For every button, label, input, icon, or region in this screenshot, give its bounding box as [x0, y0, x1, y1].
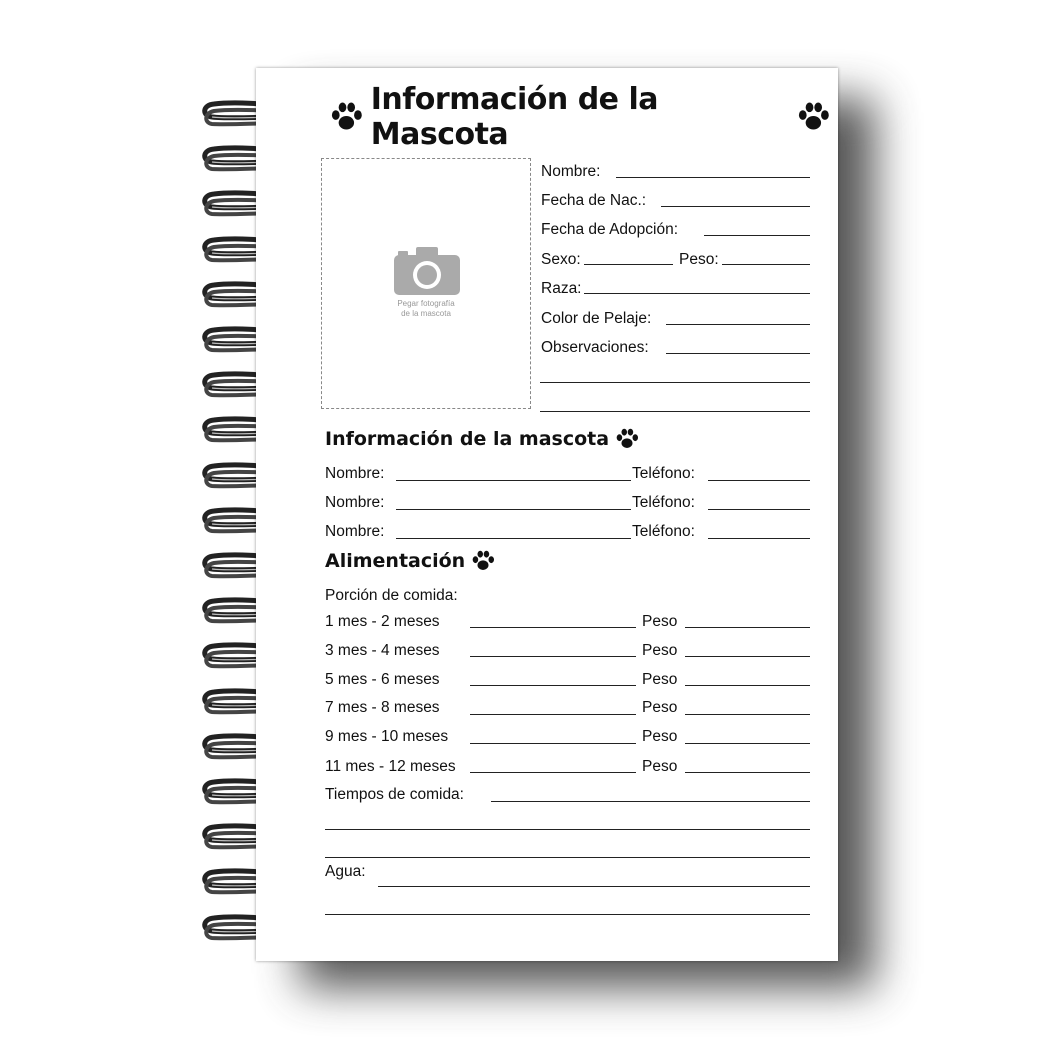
contact-phone-field[interactable]: [708, 509, 810, 510]
weight-label: Peso: [642, 613, 678, 630]
sexo-label: Sexo:: [541, 251, 581, 268]
contact-phone-field[interactable]: [708, 538, 810, 539]
weight-label: Peso: [642, 758, 678, 775]
observaciones-line-3[interactable]: [540, 411, 810, 412]
observaciones-line-2[interactable]: [540, 382, 810, 383]
age-label: 7 mes - 8 meses: [325, 699, 440, 716]
sexo-field[interactable]: [584, 264, 673, 265]
color-pelaje-label: Color de Pelaje:: [541, 310, 652, 327]
meal-times-field[interactable]: [491, 801, 810, 802]
weight-field[interactable]: [685, 714, 810, 715]
weight-label: Peso: [642, 671, 678, 688]
color-pelaje-field[interactable]: [666, 324, 810, 325]
raza-field[interactable]: [584, 293, 810, 294]
contact-name-label: Nombre:: [325, 494, 385, 511]
weight-label: Peso: [642, 699, 678, 716]
peso-label: Peso:: [679, 251, 719, 268]
page-title: [330, 82, 830, 152]
raza-label: Raza:: [541, 280, 582, 297]
contact-name-label: Nombre:: [325, 465, 385, 482]
feeding-section-title: [325, 550, 495, 572]
peso-field[interactable]: [722, 264, 810, 265]
contact-phone-field[interactable]: [708, 480, 810, 481]
portion-field[interactable]: [470, 685, 636, 686]
water-field[interactable]: [378, 886, 810, 887]
photo-placeholder[interactable]: [321, 158, 531, 409]
paw-icon: [330, 101, 363, 133]
water-label: Agua:: [325, 863, 366, 880]
contact-phone-label: Teléfono:: [632, 494, 695, 511]
contact-name-field[interactable]: [396, 538, 631, 539]
water-line-2[interactable]: [325, 914, 810, 915]
weight-field[interactable]: [685, 627, 810, 628]
portion-field[interactable]: [470, 656, 636, 657]
portion-label: Porción de comida:: [325, 587, 458, 604]
observaciones-label: Observaciones:: [541, 339, 649, 356]
photo-caption-2: de la mascota: [401, 309, 451, 318]
feeding-title-text: Alimentación: [325, 550, 466, 572]
weight-field[interactable]: [685, 685, 810, 686]
portion-field[interactable]: [470, 772, 636, 773]
fecha-adopcion-field[interactable]: [704, 235, 810, 236]
camera-icon: [394, 247, 460, 295]
fecha-nac-label: Fecha de Nac.:: [541, 192, 647, 209]
portion-field[interactable]: [470, 627, 636, 628]
age-label: 11 mes - 12 meses: [325, 758, 456, 775]
paw-icon: [615, 428, 639, 450]
paw-icon: [471, 550, 495, 572]
age-label: 9 mes - 10 meses: [325, 728, 449, 745]
observaciones-field[interactable]: [666, 353, 810, 354]
weight-field[interactable]: [685, 772, 810, 773]
meal-times-label: Tiempos de comida:: [325, 786, 464, 803]
nombre-field[interactable]: [616, 177, 810, 178]
photo-caption-1: Pegar fotografía: [397, 299, 455, 308]
paw-icon: [797, 101, 830, 133]
age-label: 3 mes - 4 meses: [325, 642, 440, 659]
title-text: Información de la Mascota: [370, 82, 658, 152]
contact-name-field[interactable]: [396, 480, 631, 481]
weight-label: Peso: [642, 728, 678, 745]
portion-field[interactable]: [470, 743, 636, 744]
contacts-title-text: Información de la mascota: [325, 428, 610, 450]
meal-times-line-3[interactable]: [325, 857, 810, 858]
portion-field[interactable]: [470, 714, 636, 715]
contact-name-label: Nombre:: [325, 523, 385, 540]
fecha-adopcion-label: Fecha de Adopción:: [541, 221, 679, 238]
fecha-nac-field[interactable]: [661, 206, 810, 207]
nombre-label: Nombre:: [541, 163, 601, 180]
age-label: 1 mes - 2 meses: [325, 613, 440, 630]
age-label: 5 mes - 6 meses: [325, 671, 440, 688]
contact-phone-label: Teléfono:: [632, 465, 695, 482]
contacts-section-title: [325, 428, 639, 450]
weight-field[interactable]: [685, 743, 810, 744]
contact-phone-label: Teléfono:: [632, 523, 695, 540]
weight-label: Peso: [642, 642, 678, 659]
weight-field[interactable]: [685, 656, 810, 657]
contact-name-field[interactable]: [396, 509, 631, 510]
meal-times-line-2[interactable]: [325, 829, 810, 830]
